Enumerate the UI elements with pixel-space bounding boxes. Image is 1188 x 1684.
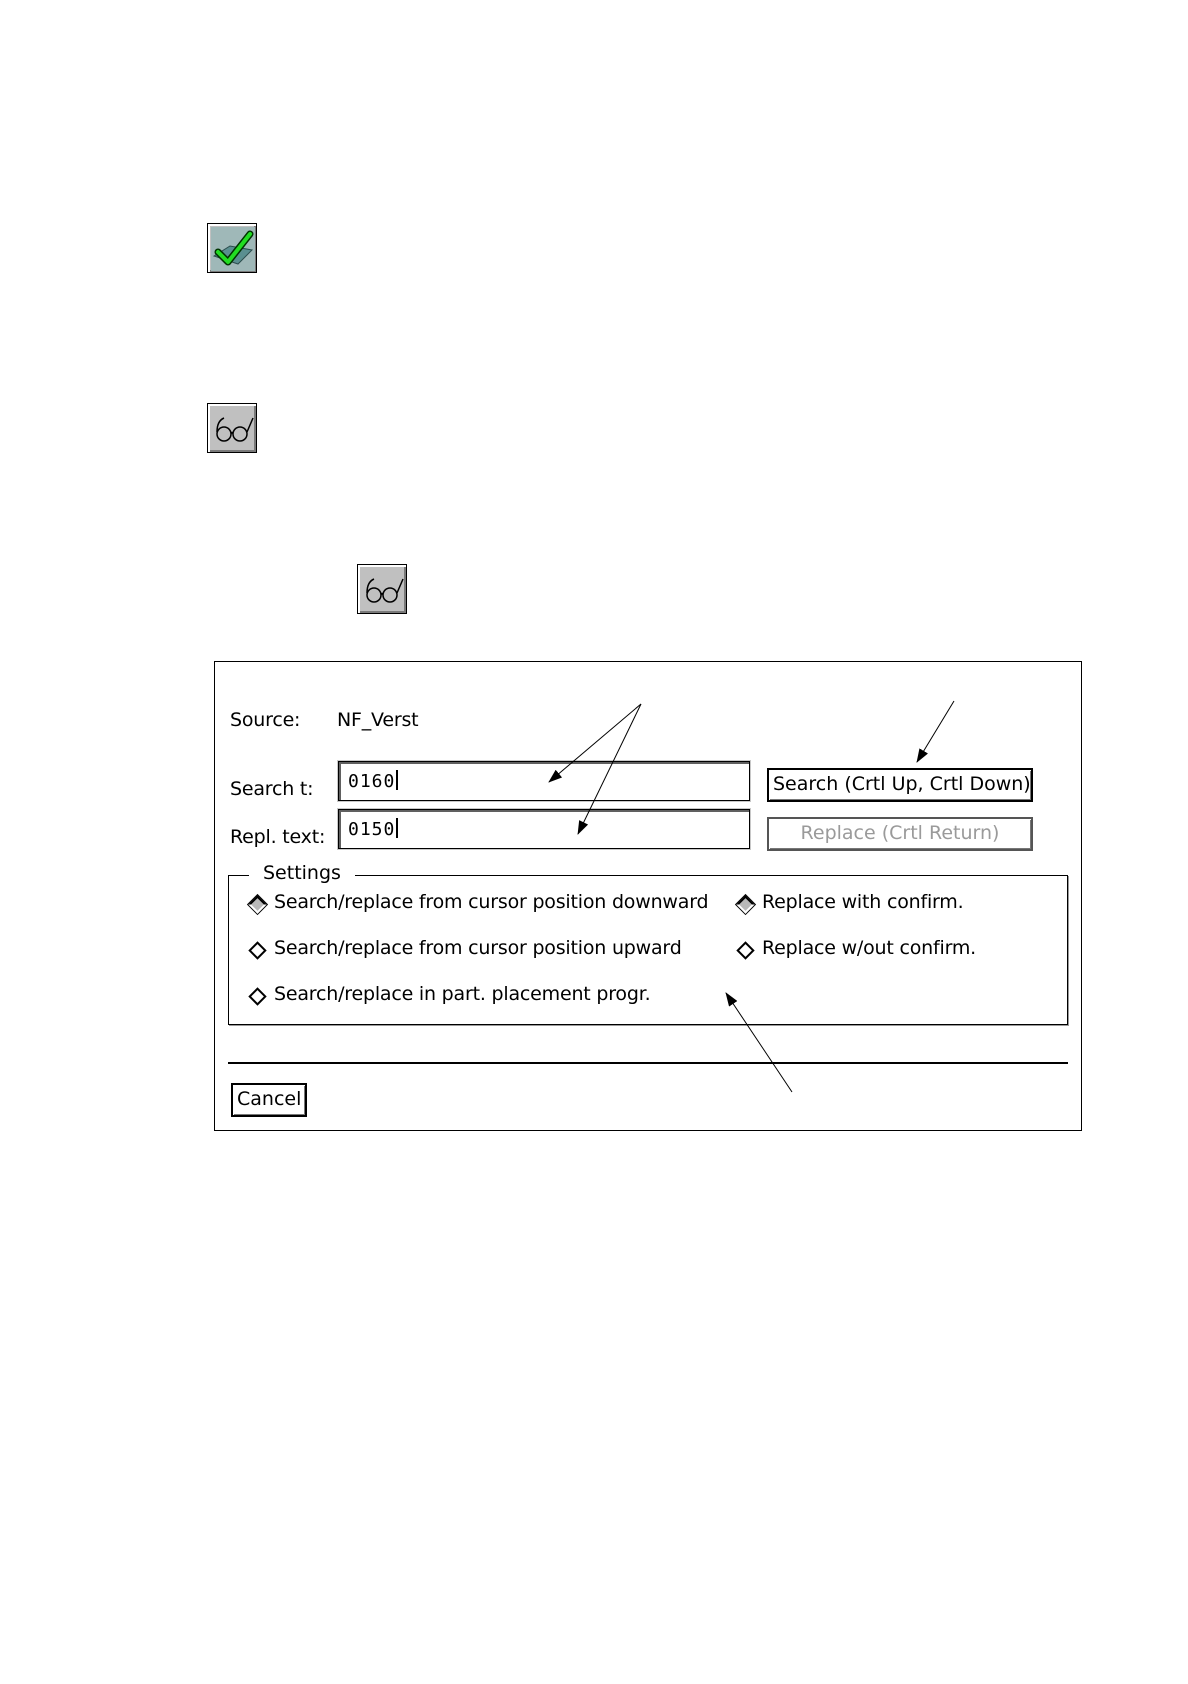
option-part-placement-label[interactable]: Search/replace in part. placement progr. xyxy=(274,983,651,1005)
arrow-search-field xyxy=(549,704,641,782)
replace-button[interactable]: Replace (Crtl Return) xyxy=(767,817,1033,851)
option-downward-label[interactable]: Search/replace from cursor position downward xyxy=(274,891,709,913)
option-replace-no-confirm-label[interactable]: Replace w/out confirm. xyxy=(762,937,976,959)
arrow-settings xyxy=(726,993,792,1092)
arrow-replace-field xyxy=(578,704,641,834)
search-text-label: Search t: xyxy=(230,778,314,800)
option-replace-confirm-label[interactable]: Replace with confirm. xyxy=(762,891,964,913)
replace-text-label: Repl. text: xyxy=(230,826,326,848)
replace-text-value: 0150 xyxy=(348,818,398,840)
search-text-value: 0160 xyxy=(348,770,398,792)
source-label: Source: xyxy=(230,709,301,731)
search-button[interactable]: Search (Crtl Up, Crtl Down) xyxy=(767,768,1033,802)
arrow-search-button xyxy=(917,701,954,762)
source-value: NF_Verst xyxy=(337,709,419,731)
option-upward-label[interactable]: Search/replace from cursor position upward xyxy=(274,937,682,959)
cancel-button[interactable]: Cancel xyxy=(231,1083,307,1117)
settings-legend: Settings xyxy=(249,862,355,884)
